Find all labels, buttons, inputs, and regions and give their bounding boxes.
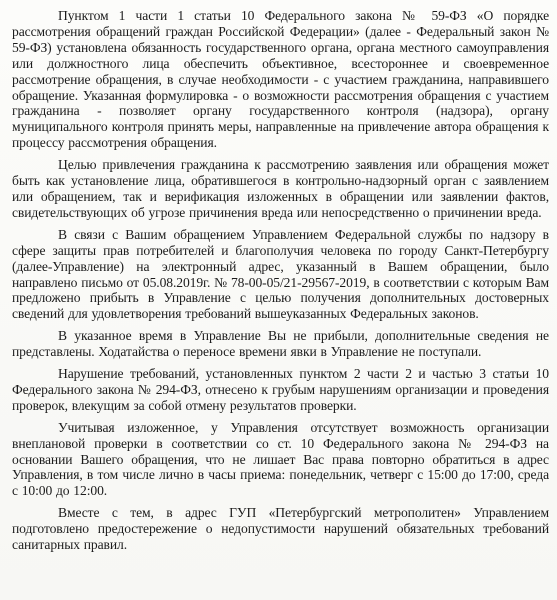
paragraph-6: Учитывая изложенное, у Управления отсутствует возможность организации внеплановой проверки в соответствии со ст. 10 Федерального закона № 294-ФЗ на основании Вашего обращения, что не лишает Вас права повторно обратиться в адрес Управления, в том числе лично в часы приема: понедельник, четверг с 15:00 до 17:00, среда с 10:00 до 12:00. — [12, 419, 549, 499]
paragraph-1: Пунктом 1 части 1 статьи 10 Федерального закона № 59-ФЗ «О порядке рассмотрения обращений граждан Российской Федерации» (далее - Федеральный закон № 59-ФЗ) установлена обязанность государственного органа, органа местного самоуправления или должностного лица обеспечить объективное, всестороннее и своевременное рассмотрение обращения, в случае необходимости - с участием гражданина, направившего обращение. Указанная формулировка - о возможности рассмотрения обращения с участием гражданина - позволяет органу государственного контроля (надзора), органу муниципального контроля принять меры, направленные на привлечение автора обращения к процессу рассмотрения обращения. — [12, 8, 549, 151]
paragraph-7: Вместе с тем, в адрес ГУП «Петербургский метрополитен» Управлением подготовлено предостережение о недопустимости нарушений обязательных требований санитарных правил. — [12, 505, 549, 553]
paragraph-3: В связи с Вашим обращением Управлением Федеральной службы по надзору в сфере защиты прав потребителей и благополучия человека по городу Санкт-Петербургу (далее-Управление) на электронный адрес, указанный в Вашем обращении, было направлено письмо от 05.08.2019г. № 78-00-05/21-29567-2019, в соответствии с которым Вам предложено прибыть в Управление с целью получения дополнительных достоверных сведений для удовлетворения требований вышеуказанных Федеральных законов. — [12, 226, 549, 322]
paragraph-5: Нарушение требований, установленных пунктом 2 части 2 и частью 3 статьи 10 Федерального закона № 294-ФЗ, отнесено к грубым нарушениям организации и проведения проверок, влекущим за собой отмену результатов проверки. — [12, 366, 549, 413]
paragraph-2: Целью привлечения гражданина к рассмотрению заявления или обращения может быть как установление лица, обратившегося в контрольно-надзорный орган с заявлением или обращением, так и верификация изложенных в обращении или заявлении фактов, свидетельствующих об угрозе причинения вреда или непосредственно о причинении вреда. — [12, 157, 549, 220]
paragraph-4: В указанное время в Управление Вы не прибыли, дополнительные сведения не представлены. Ходатайства о переносе времени явки в Управление не поступали. — [12, 328, 549, 360]
